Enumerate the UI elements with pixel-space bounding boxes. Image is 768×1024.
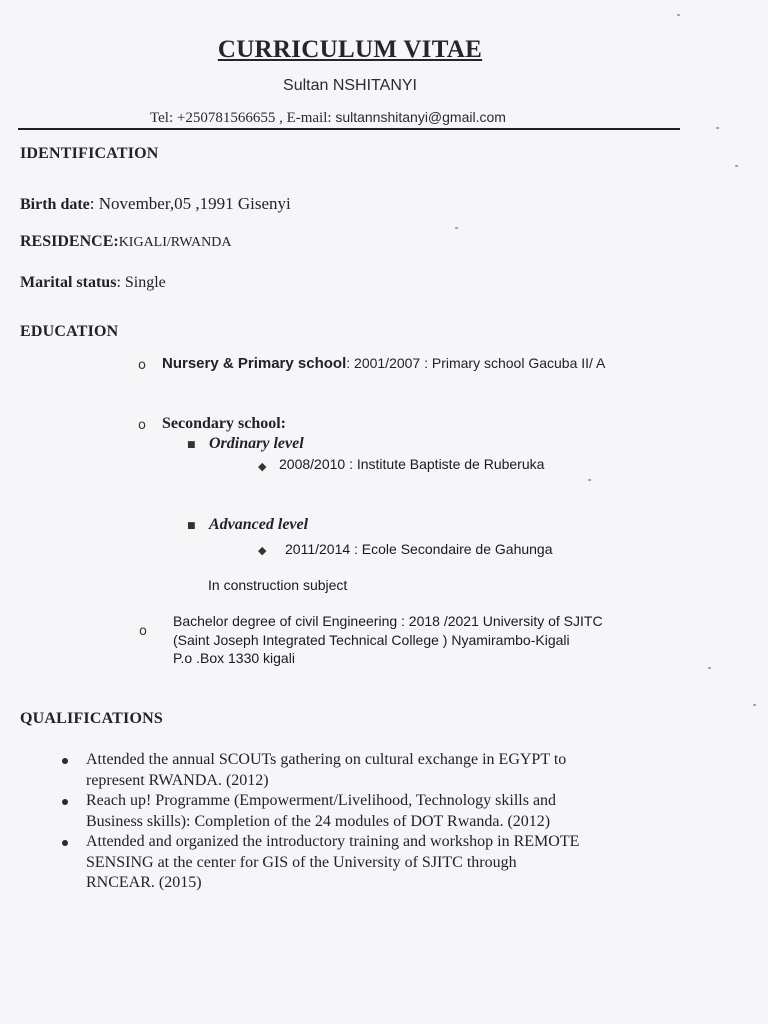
residence-field [20,233,231,251]
bachelor-line: P.o .Box 1330 kigali [173,650,295,666]
primary-bullet: o [138,358,146,373]
secondary-school-label: Secondary school: [162,415,286,432]
contact-email: sultannshitanyi@gmail.com [335,109,506,125]
qualification-bullet [62,840,68,846]
residence-value: KIGALI/RWANDA [118,235,232,250]
qualification-item: Attended and organized the introductory training and workshop in REMOTE SENSING at the center for GIS of the University of SJITC through RNCEAR. (2015) [86,833,580,891]
scan-speck [677,14,680,16]
scan-speck [455,227,458,229]
header-divider [18,128,680,130]
birth-date-field [20,194,291,214]
scan-speck [753,704,756,706]
birth-date-value: : November,05 ,1991 Gisenyi [89,194,291,213]
secondary-bullet: o [138,418,146,433]
scan-speck [716,127,719,129]
contact-label: Tel: +250781566655 , E-mail: [150,110,332,126]
education-heading: EDUCATION [20,323,119,340]
primary-school-value: : 2001/2007 : Primary school Gacuba II/ A [346,355,606,371]
qualifications-heading: QUALIFICATIONS [20,710,163,727]
identification-heading: IDENTIFICATION [20,145,159,162]
ordinary-diamond-bullet: ◆ [258,460,267,473]
marital-status-label: Marital status [20,274,117,291]
marital-status-field [20,274,166,292]
qualification-item: Attended the annual SCOUTs gathering on cultural exchange in EGYPT to represent RWANDA. (2012) [86,751,567,789]
contact-line [150,109,506,127]
bachelor-line: (Saint Joseph Integrated Technical College ) Nyamirambo-Kigali [173,631,570,648]
ordinary-level-label: Ordinary level [209,435,304,452]
bachelor-entry [173,612,603,668]
ordinary-level-value: 2008/2010 : Institute Baptiste de Ruberuka [279,456,545,472]
scan-speck [708,667,711,669]
qualification-item: Reach up! Programme (Empowerment/Livelihood, Technology skills and Business skills): Completion of the 24 modules of DOT Rwanda. (2012) [86,792,557,830]
residence-label: RESIDENCE: [20,233,119,250]
bachelor-bullet: o [139,624,147,639]
advanced-level-value: 2011/2014 : Ecole Secondaire de Gahunga [285,541,553,557]
document-title: CURRICULUM VITAE [217,36,483,63]
ordinary-square-bullet: ■ [187,440,196,450]
scan-speck [588,479,591,481]
advanced-square-bullet: ■ [187,521,196,531]
advanced-level-label: Advanced level [209,516,309,533]
scan-speck [735,165,738,167]
birth-date-label: Birth date [20,196,90,213]
qualification-bullet [62,758,68,764]
candidate-name: Sultan NSHITANYI [283,77,417,94]
qualification-bullet [62,799,68,805]
bachelor-line: Bachelor degree of civil Engineering : 2018 /2021 University of SJITC [173,613,603,629]
primary-school-label: Nursery & Primary school [162,355,347,372]
primary-school-entry [162,355,605,373]
advanced-diamond-bullet: ◆ [258,544,267,557]
marital-status-value: : Single [116,274,166,291]
construction-note: In construction subject [208,577,348,593]
